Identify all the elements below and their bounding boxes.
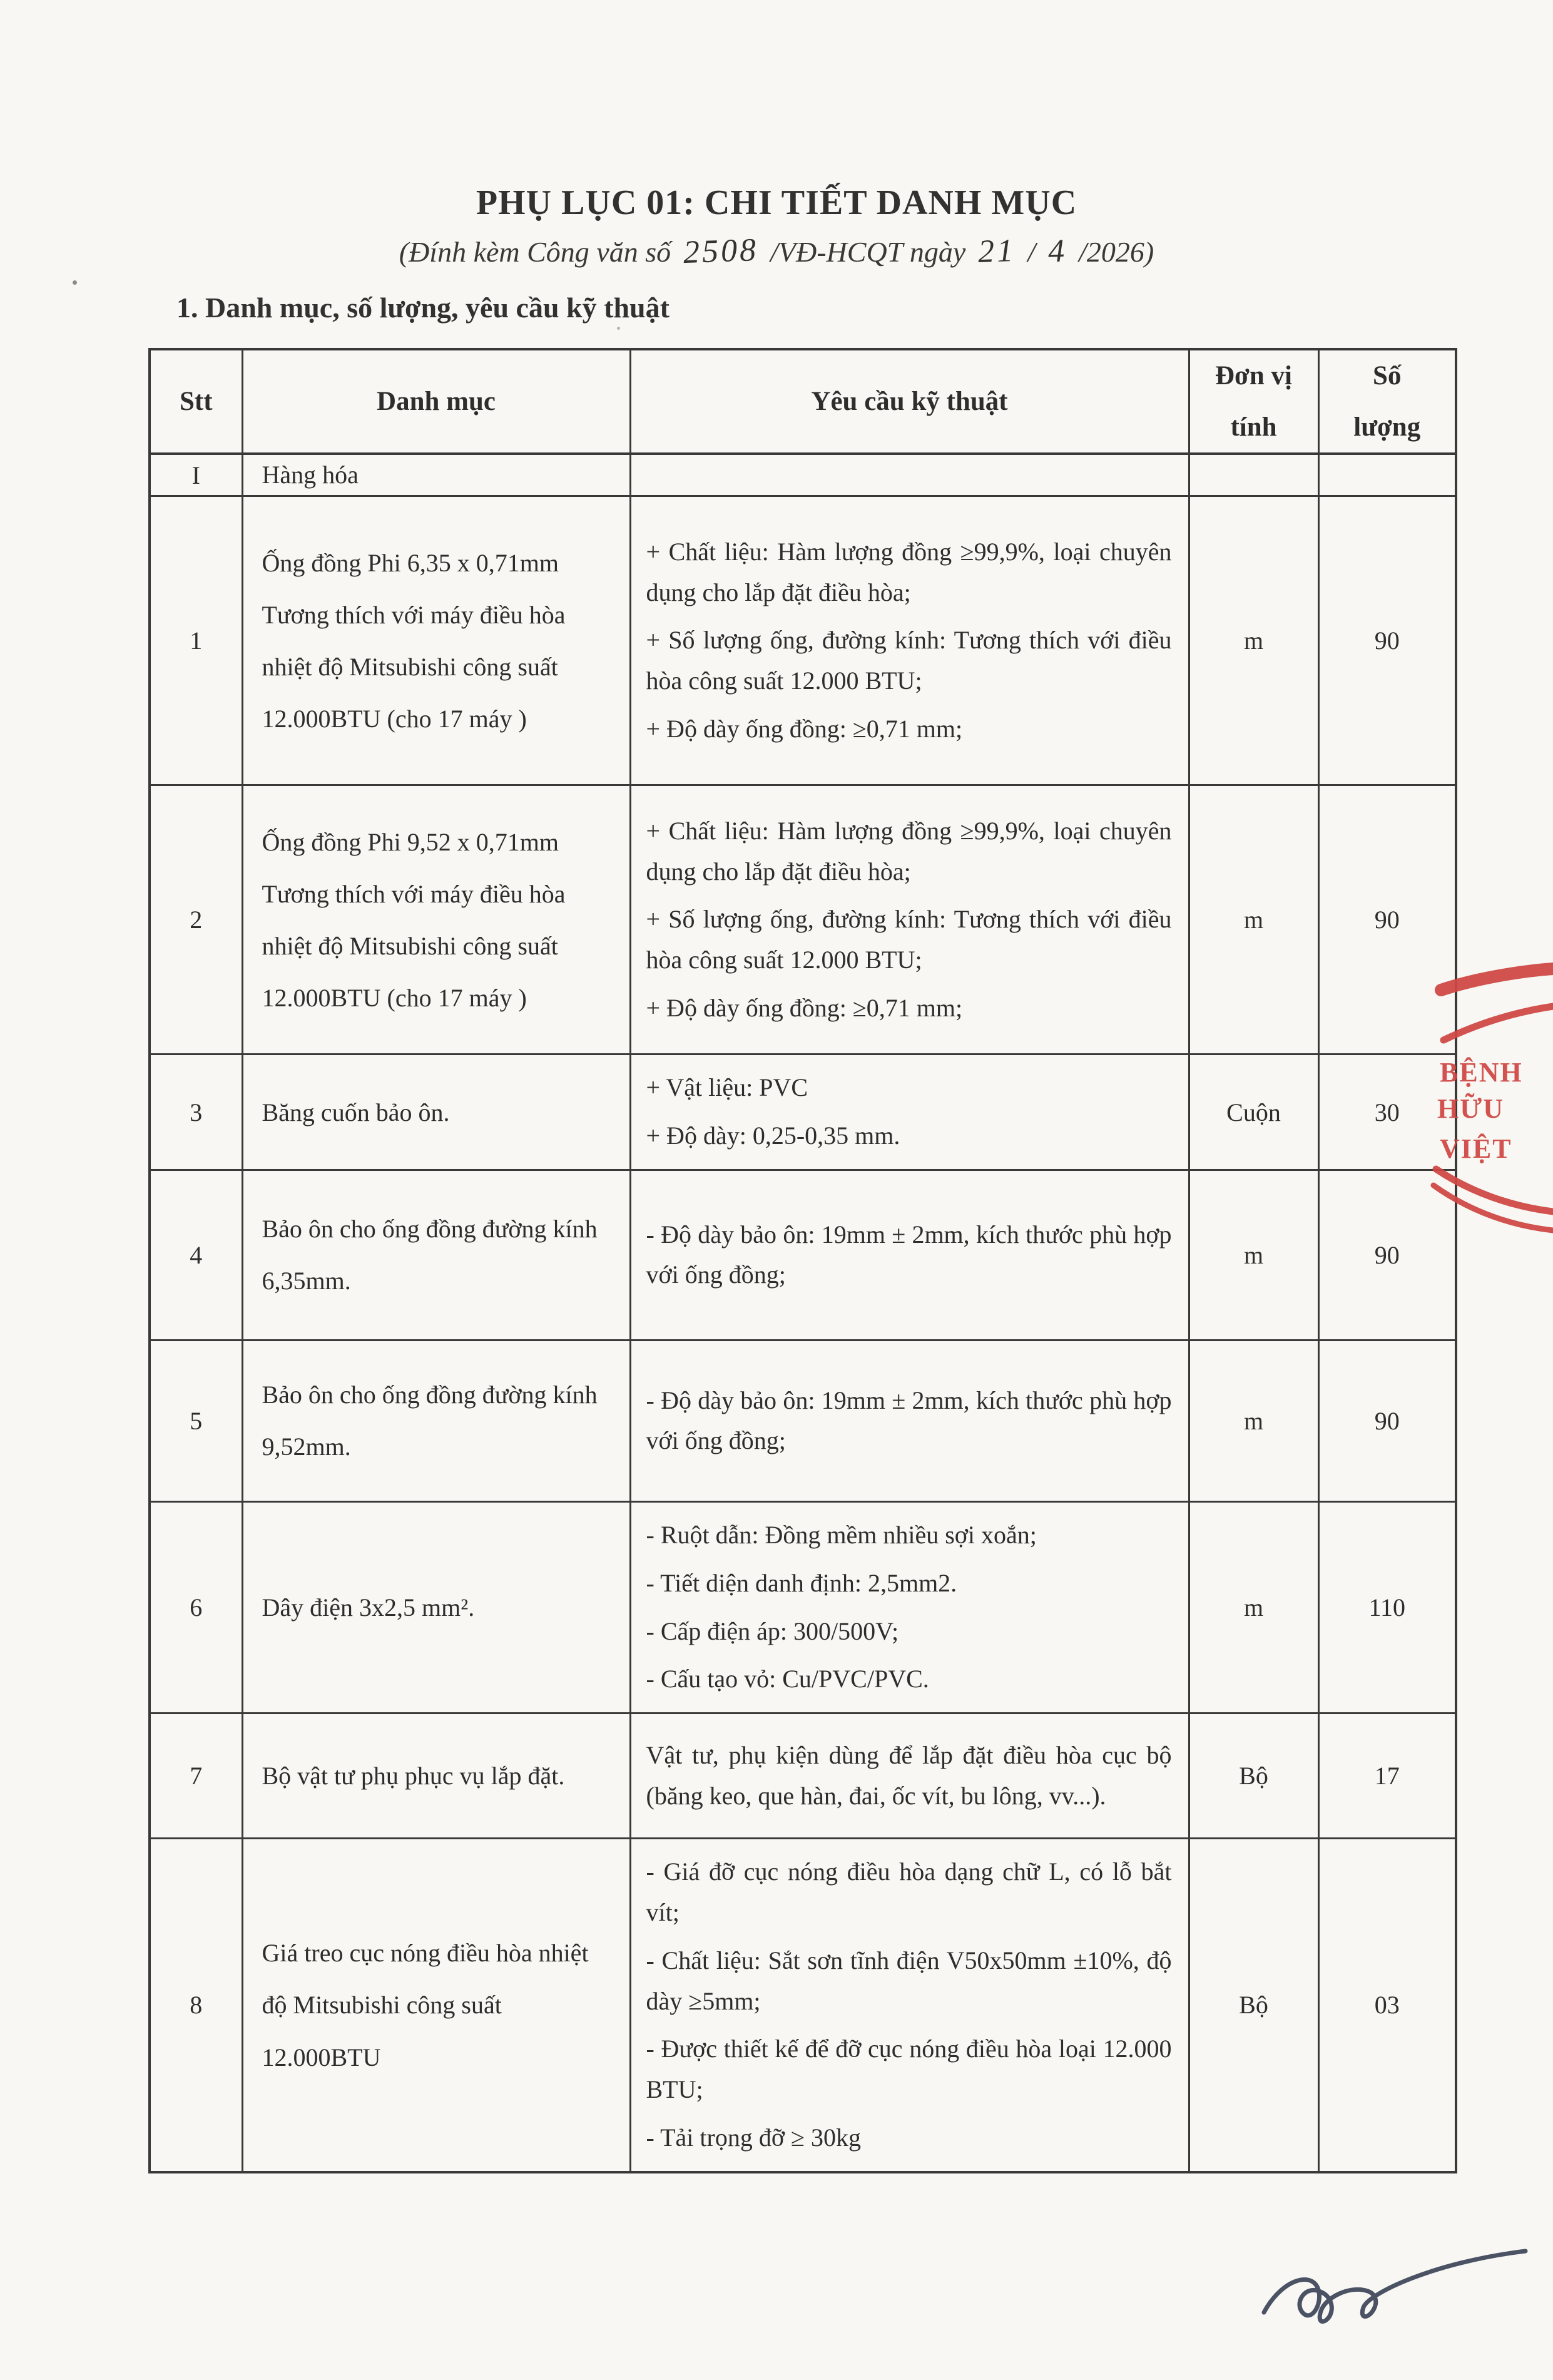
spec-line: - Ruột dẫn: Đồng mềm nhiều sợi xoắn; [646, 1520, 1037, 1549]
row-item-name: Dây điện 3x2,5 mm². [242, 1501, 630, 1713]
spec-line: + Vật liệu: PVC [646, 1073, 808, 1102]
spec-line: - Được thiết kế để đỡ cục nóng điều hòa loại 12.000 BTU; [646, 2035, 1172, 2104]
row-specs [630, 496, 1189, 785]
row-quantity: 03 [1318, 1839, 1456, 2172]
stamp-text-line: VIỆT [1440, 1133, 1512, 1164]
row-quantity [1318, 454, 1456, 496]
spec-line: + Độ dày: 0,25-0,35 mm. [646, 1121, 900, 1150]
subtitle-sep: / [1027, 236, 1036, 268]
row-stt: 5 [150, 1340, 242, 1501]
spec-line: - Chất liệu: Sắt sơn tĩnh điện V50x50mm ±10%, độ dày ≥5mm; [646, 1946, 1172, 2015]
stamp-text-line: HỮU [1437, 1093, 1505, 1124]
spec-line: + Chất liệu: Hàm lượng đồng ≥99,9%, loại chuyên dụng cho lắp đặt điều hòa; [646, 816, 1172, 886]
row-unit: m [1189, 785, 1318, 1055]
row-stt: I [150, 454, 242, 496]
table-row [150, 1170, 1456, 1340]
doc-subtitle [0, 233, 1553, 270]
spec-line: - Cấp điện áp: 300/500V; [646, 1616, 899, 1645]
row-unit [1189, 454, 1318, 496]
spec-line: + Số lượng ống, đường kính: Tương thích với điều hòa công suất 12.000 BTU; [646, 905, 1172, 974]
row-quantity: 17 [1318, 1713, 1456, 1839]
spec-line: - Tải trọng đỡ ≥ 30kg [646, 2123, 861, 2152]
subtitle-suffix: /2026) [1079, 236, 1154, 268]
row-quantity: 90 [1318, 785, 1456, 1055]
row-stt: 8 [150, 1839, 242, 2172]
row-specs [630, 1055, 1189, 1170]
header-cell-yeu-cau: Yêu cầu kỹ thuật [630, 349, 1189, 454]
row-unit: m [1189, 496, 1318, 785]
table-row [150, 1340, 1456, 1501]
scan-artifact-dot [73, 280, 77, 285]
header-cell-so-luong: Số lượng [1318, 349, 1456, 454]
row-quantity: 30 [1318, 1055, 1456, 1170]
spec-line: + Số lượng ống, đường kính: Tương thích với điều hòa công suất 12.000 BTU; [646, 626, 1172, 695]
row-stt: 3 [150, 1055, 242, 1170]
table-row [150, 1055, 1456, 1170]
row-item-name: Ống đồng Phi 9,52 x 0,71mm Tương thích với máy điều hòa nhiệt độ Mitsubishi công suất 12.000BTU (cho 17 máy ) [242, 785, 630, 1055]
row-item-name: Hàng hóa [242, 454, 630, 496]
table-row [150, 1839, 1456, 2172]
section-row [150, 454, 1456, 496]
table-row [150, 785, 1456, 1055]
signature-path [1264, 2251, 1525, 2322]
spec-line: - Tiết diện danh định: 2,5mm2. [646, 1568, 957, 1597]
row-specs [630, 785, 1189, 1055]
row-item-name: Bảo ôn cho ống đồng đường kính 9,52mm. [242, 1340, 630, 1501]
spec-line: + Độ dày ống đồng: ≥0,71 mm; [646, 715, 963, 743]
signature-mark [1245, 2245, 1539, 2361]
spec-line: + Độ dày ống đồng: ≥0,71 mm; [646, 994, 963, 1023]
spec-line: + Chất liệu: Hàm lượng đồng ≥99,9%, loại chuyên dụng cho lắp đặt điều hòa; [646, 537, 1172, 606]
row-specs [630, 1170, 1189, 1340]
spec-line: - Độ dày bảo ôn: 19mm ± 2mm, kích thước phù hợp với ống đồng; [646, 1220, 1172, 1289]
subtitle-prefix: (Đính kèm Công văn số [399, 236, 671, 268]
handwritten-month: 4 [1047, 233, 1067, 270]
section-heading: 1. Danh mục, số lượng, yêu cầu kỹ thuật [176, 292, 670, 324]
header-cell-danh-muc: Danh mục [242, 349, 630, 454]
row-quantity: 90 [1318, 496, 1456, 785]
scan-artifact-dot [617, 327, 620, 330]
row-stt: 4 [150, 1170, 242, 1340]
row-item-name: Bảo ôn cho ống đồng đường kính 6,35mm. [242, 1170, 630, 1340]
row-unit: Bộ [1189, 1839, 1318, 2172]
table-row [150, 1501, 1456, 1713]
row-quantity: 110 [1318, 1501, 1456, 1713]
spec-line: - Cấu tạo vỏ: Cu/PVC/PVC. [646, 1665, 929, 1693]
row-unit: Cuộn [1189, 1055, 1318, 1170]
row-item-name: Ống đồng Phi 6,35 x 0,71mm Tương thích với máy điều hòa nhiệt độ Mitsubishi công suất 12.000BTU (cho 17 máy ) [242, 496, 630, 785]
spec-line: - Giá đỡ cục nóng điều hòa dạng chữ L, có lỗ bắt vít; [646, 1857, 1172, 1926]
row-unit: m [1189, 1170, 1318, 1340]
table-row [150, 496, 1456, 785]
handwritten-day: 21 [977, 232, 1016, 270]
row-item-name: Băng cuốn bảo ôn. [242, 1055, 630, 1170]
row-item-name: Giá treo cục nóng điều hòa nhiệt độ Mitsubishi công suất 12.000BTU [242, 1839, 630, 2172]
row-item-name: Bộ vật tư phụ phục vụ lắp đặt. [242, 1713, 630, 1839]
row-unit: m [1189, 1340, 1318, 1501]
row-stt: 2 [150, 785, 242, 1055]
row-specs [630, 1713, 1189, 1839]
subtitle-middle: /VĐ-HCQT ngày [770, 236, 966, 268]
row-specs [630, 454, 1189, 496]
header-cell-don-vi: Đơn vị tính [1189, 349, 1318, 454]
row-quantity: 90 [1318, 1170, 1456, 1340]
row-stt: 1 [150, 496, 242, 785]
table-body [150, 454, 1456, 2172]
table-row [150, 1713, 1456, 1839]
row-unit: Bộ [1189, 1713, 1318, 1839]
row-specs [630, 1839, 1189, 2172]
handwritten-doc-number: 2508 [682, 232, 759, 271]
spec-line: Vật tư, phụ kiện dùng để lắp đặt điều hòa cục bộ (băng keo, que hàn, đai, ốc vít, bu lông, vv...). [646, 1740, 1172, 1810]
row-stt: 6 [150, 1501, 242, 1713]
row-stt: 7 [150, 1713, 242, 1839]
items-table [148, 348, 1457, 2173]
header-cell-stt: Stt [150, 349, 242, 454]
row-quantity: 90 [1318, 1340, 1456, 1501]
row-specs [630, 1340, 1189, 1501]
row-specs [630, 1501, 1189, 1713]
spec-line: - Độ dày bảo ôn: 19mm ± 2mm, kích thước phù hợp với ống đồng; [646, 1386, 1172, 1455]
page-title: PHỤ LỤC 01: CHI TIẾT DANH MỤC [476, 183, 1077, 222]
stamp-text-line: BỆNH [1440, 1057, 1523, 1088]
table-header-row [150, 349, 1456, 454]
row-unit: m [1189, 1501, 1318, 1713]
